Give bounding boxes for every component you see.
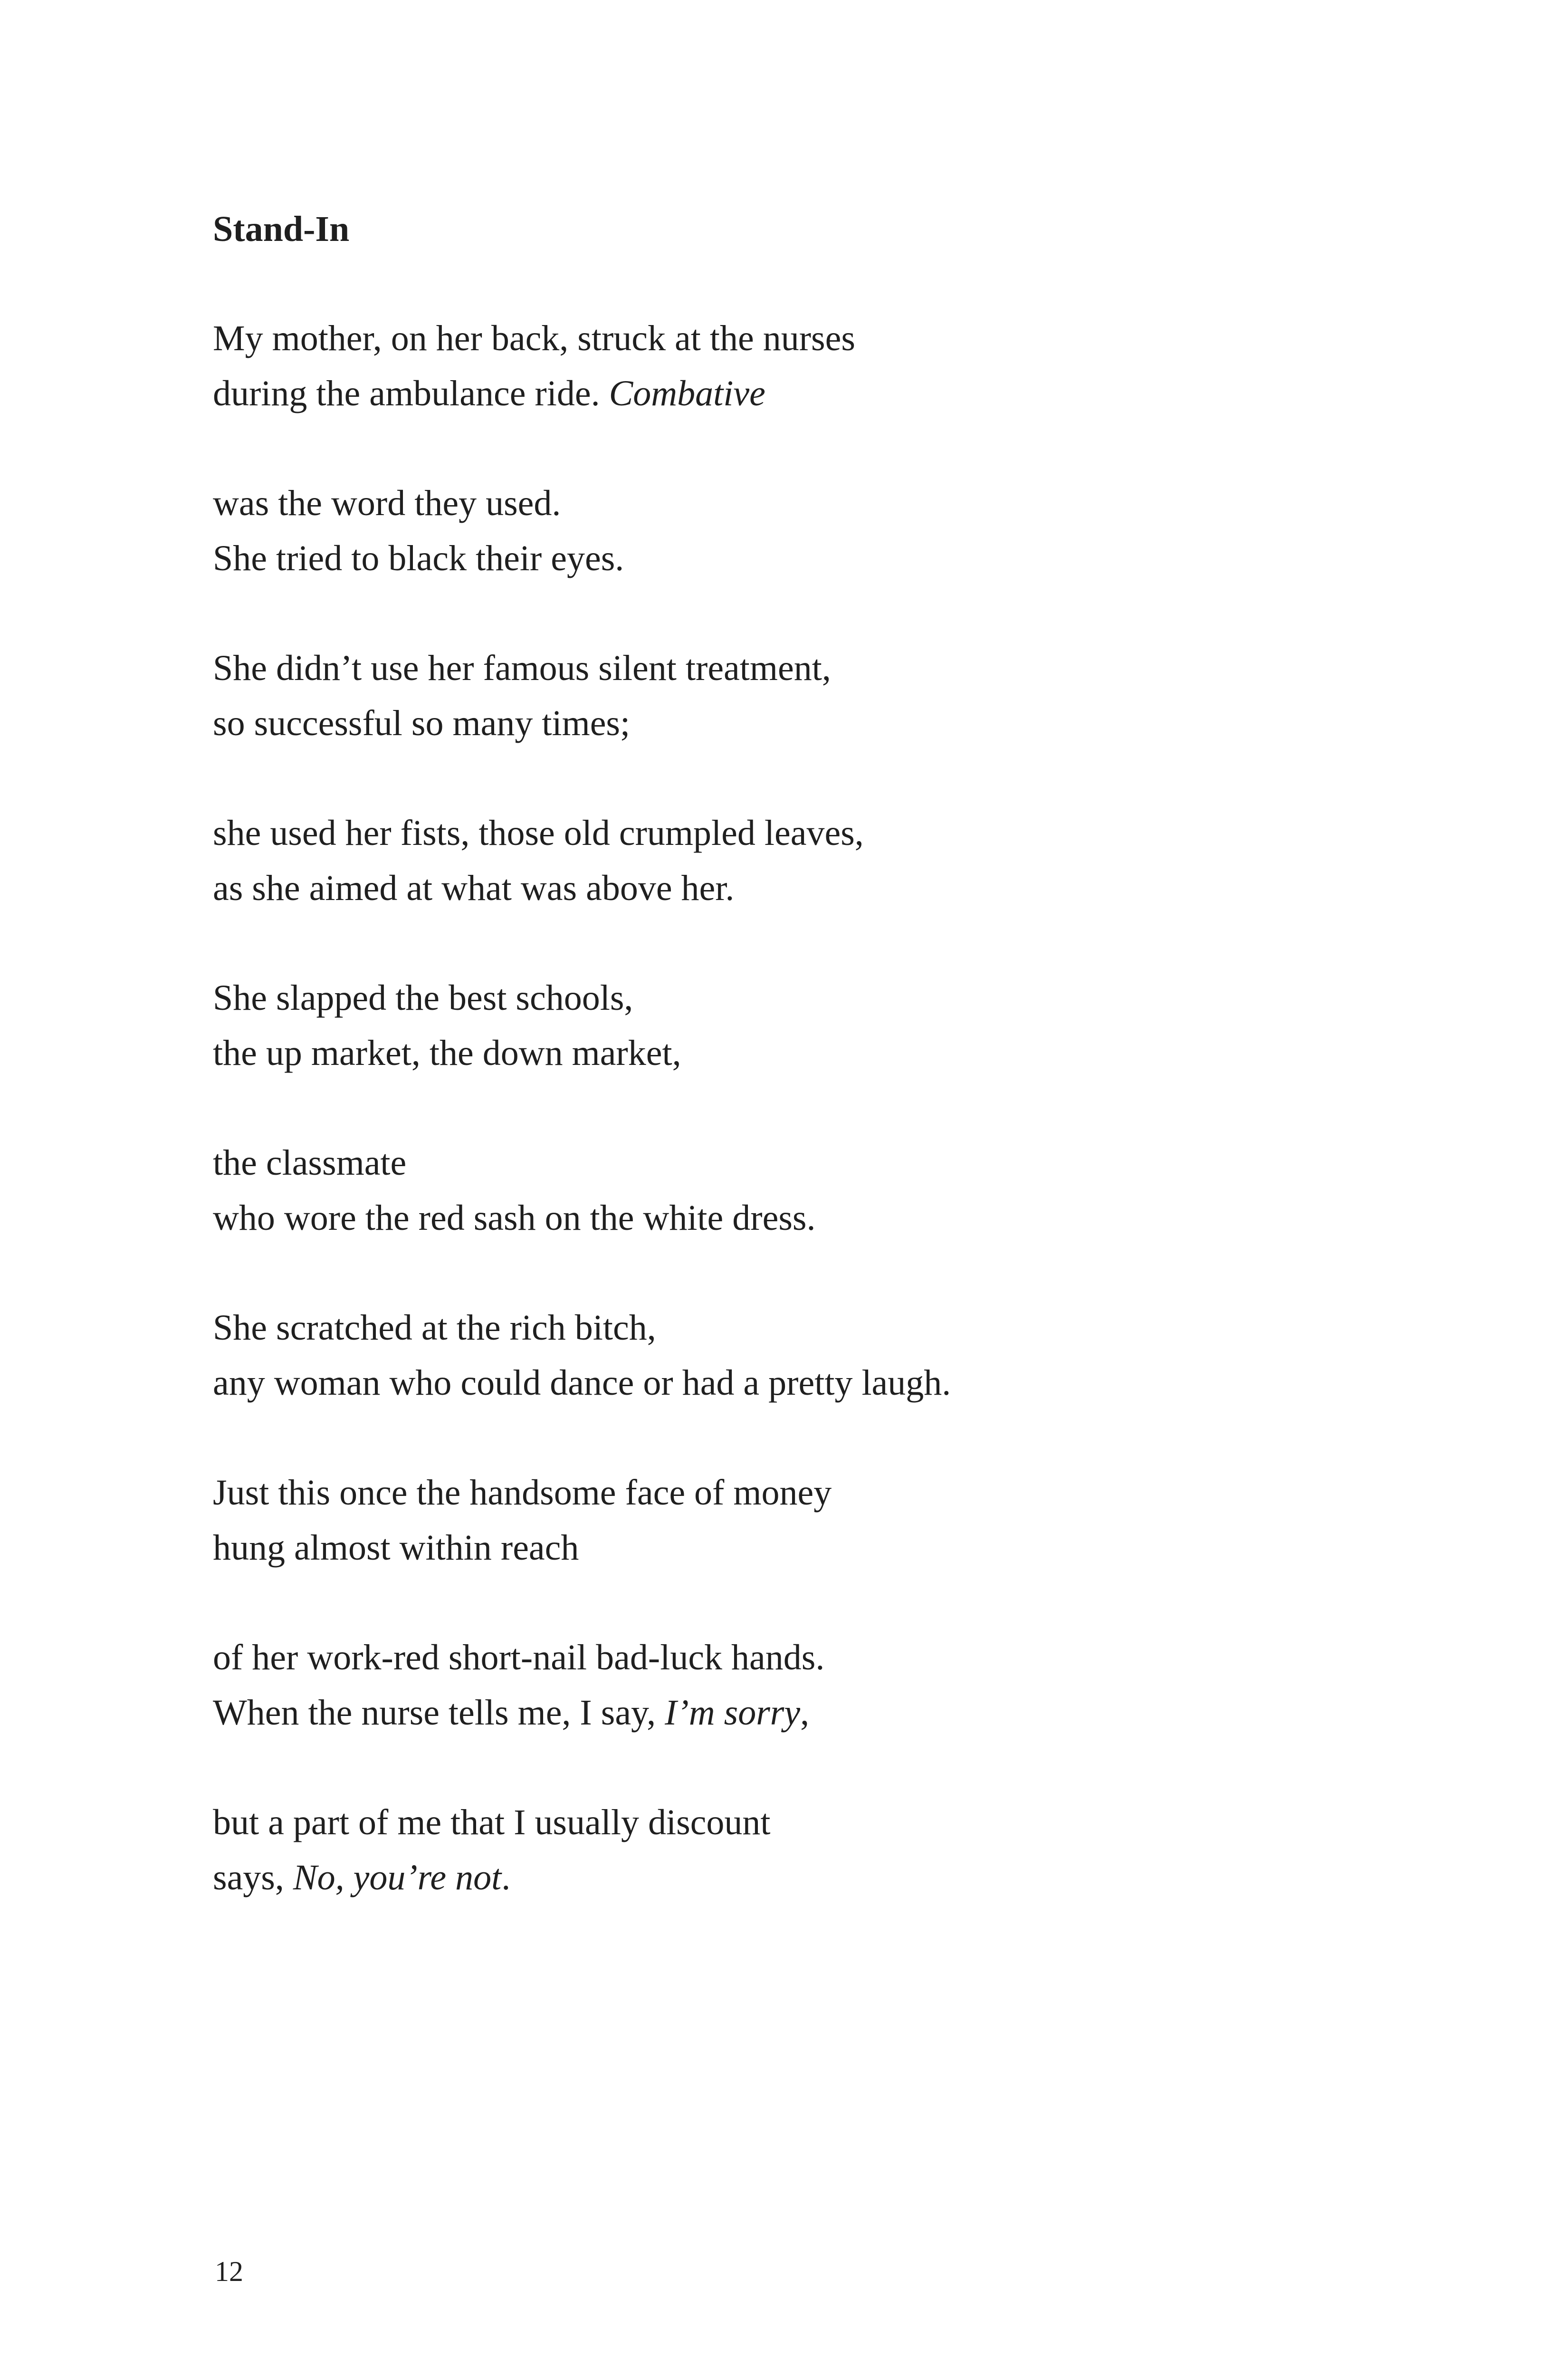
stanza <box>213 1465 1353 1575</box>
poem-body <box>213 311 1353 1960</box>
stanza <box>213 970 1353 1081</box>
italic-text: Combative <box>609 374 765 413</box>
line-text: the up market, the down market, <box>213 1033 681 1073</box>
line-text: as she aimed at what was above her. <box>213 868 735 908</box>
poem-line <box>213 476 1353 531</box>
line-text: of her work-red short-nail bad-luck hands. <box>213 1638 825 1677</box>
line-text: says, <box>213 1858 293 1897</box>
line-text: She scratched at the rich bitch, <box>213 1308 656 1348</box>
stanza <box>213 641 1353 751</box>
poem-line <box>213 311 1353 366</box>
line-text: hung almost within reach <box>213 1528 579 1568</box>
line-text: My mother, on her back, struck at the nurses <box>213 318 855 358</box>
stanza <box>213 1300 1353 1410</box>
poem-line <box>213 861 1353 916</box>
poem-line <box>213 1520 1353 1575</box>
italic-text: I’m sorry <box>665 1693 801 1733</box>
line-text: . <box>501 1858 511 1897</box>
line-text: but a part of me that I usually discount <box>213 1802 771 1842</box>
poem-line <box>213 641 1353 696</box>
poem-title: Stand-In <box>213 209 350 249</box>
stanza <box>213 476 1353 586</box>
stanza <box>213 1630 1353 1740</box>
poem-line <box>213 1465 1353 1520</box>
poem-line <box>213 1850 1353 1905</box>
line-text: She didn’t use her famous silent treatment, <box>213 648 831 688</box>
line-text: When the nurse tells me, I say, <box>213 1693 665 1733</box>
line-text: so successful so many times; <box>213 703 631 743</box>
poem-line <box>213 1355 1353 1410</box>
poem-line <box>213 531 1353 586</box>
line-text: She tried to black their eyes. <box>213 538 624 578</box>
line-text: any woman who could dance or had a pretty laugh. <box>213 1363 951 1403</box>
line-text: She slapped the best schools, <box>213 978 633 1018</box>
poem-line <box>213 696 1353 751</box>
line-text: the classmate <box>213 1143 407 1183</box>
line-text: who wore the red sash on the white dress. <box>213 1198 816 1238</box>
stanza <box>213 805 1353 916</box>
italic-text: No, you’re not <box>293 1858 502 1897</box>
poem-line <box>213 1300 1353 1355</box>
stanza <box>213 1135 1353 1245</box>
stanza <box>213 1795 1353 1905</box>
poem-line <box>213 1135 1353 1190</box>
poem-line <box>213 1630 1353 1685</box>
poem-line <box>213 1025 1353 1081</box>
poem-line <box>213 1190 1353 1245</box>
line-text: she used her fists, those old crumpled leaves, <box>213 813 864 853</box>
poem-line <box>213 1795 1353 1850</box>
poem-line <box>213 970 1353 1025</box>
stanza <box>213 311 1353 421</box>
page-number: 12 <box>215 2256 243 2287</box>
poem-line <box>213 1685 1353 1740</box>
line-text: , <box>800 1693 810 1733</box>
line-text: was the word they used. <box>213 483 561 523</box>
line-text: Just this once the handsome face of money <box>213 1473 832 1513</box>
poem-line <box>213 366 1353 421</box>
poem-line <box>213 805 1353 861</box>
line-text: during the ambulance ride. <box>213 374 609 413</box>
